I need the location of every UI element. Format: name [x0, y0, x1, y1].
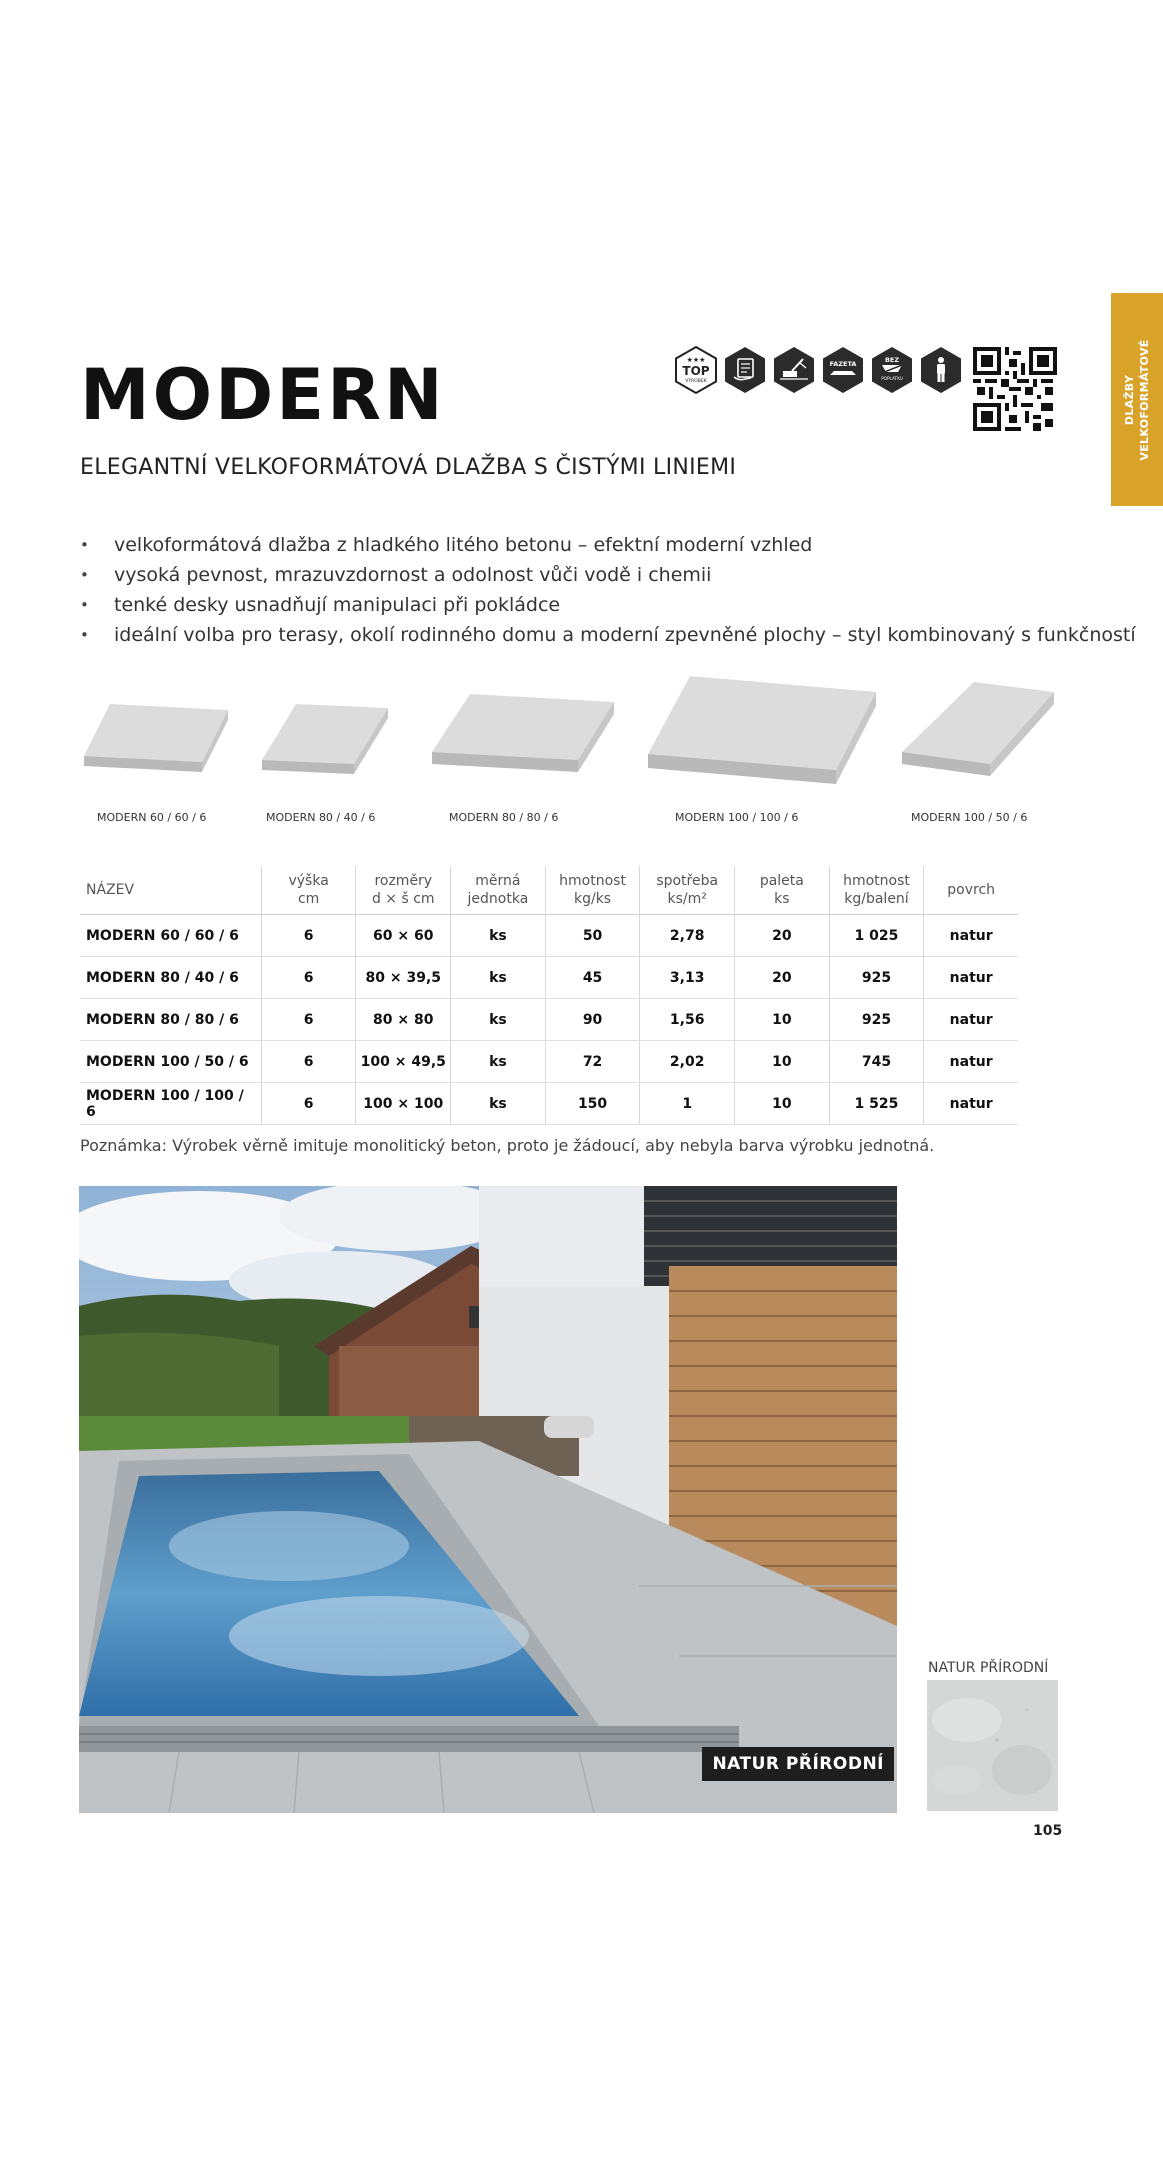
page-title: MODERN [80, 354, 446, 436]
tile-image-80-40 [258, 700, 393, 785]
bevel-icon [819, 345, 867, 395]
table-cell: 1,56 [640, 999, 735, 1041]
table-cell: MODERN 100 / 100 / 6 [80, 1083, 261, 1125]
table-cell: 100 × 100 [356, 1083, 451, 1125]
table-cell: 10 [735, 1083, 830, 1125]
svg-text:BEZ: BEZ [884, 356, 900, 364]
column-header: hmotnost kg/ks [545, 866, 640, 915]
product-spec-table [80, 866, 1018, 1125]
table-cell: 925 [829, 999, 924, 1041]
table-cell: 1 [640, 1083, 735, 1125]
table-cell: ks [451, 915, 546, 957]
category-side-tab [1111, 293, 1163, 506]
side-tab-line-2: VELKOFORMÁTOVÉ [1138, 338, 1151, 461]
column-header: hmotnost kg/balení [829, 866, 924, 915]
tile-label: MODERN 80 / 80 / 6 [449, 811, 559, 824]
list-item: • ideální volba pro terasy, okolí rodinného domu a moderní zpevněné plochy – styl kombinovaný s funkčností [80, 620, 1136, 650]
table-row [80, 999, 1018, 1041]
tile-image-100-100 [644, 672, 880, 800]
column-header: výška cm [261, 866, 356, 915]
table-cell: 10 [735, 999, 830, 1041]
top-product-icon [672, 345, 720, 395]
table-cell: natur [924, 915, 1018, 957]
table-cell: 2,78 [640, 915, 735, 957]
table-cell: 6 [261, 1041, 356, 1083]
tile-label: MODERN 100 / 50 / 6 [911, 811, 1028, 824]
table-cell: MODERN 60 / 60 / 6 [80, 915, 261, 957]
table-cell: MODERN 80 / 40 / 6 [80, 957, 261, 999]
table-cell: ks [451, 999, 546, 1041]
table-cell: 100 × 49,5 [356, 1041, 451, 1083]
tile-image-100-50 [898, 678, 1058, 788]
svg-text:★★★: ★★★ [686, 356, 706, 364]
svg-text:FAZETA: FAZETA [829, 360, 857, 368]
list-item: • tenké desky usnadňují manipulaci při pokládce [80, 590, 1136, 620]
tile-label: MODERN 80 / 40 / 6 [266, 811, 376, 824]
product-note: Poznámka: Výrobek věrně imituje monolitický beton, proto je žádoucí, aby nebyla barva výrobku jednotná. [80, 1136, 935, 1155]
color-swatch [927, 1680, 1058, 1811]
table-cell: 6 [261, 957, 356, 999]
column-header: spotřeba ks/m² [640, 866, 735, 915]
table-cell: 1 025 [829, 915, 924, 957]
column-header: paleta ks [735, 866, 830, 915]
table-cell: 745 [829, 1041, 924, 1083]
table-cell: MODERN 100 / 50 / 6 [80, 1041, 261, 1083]
column-header: rozměry d × š cm [356, 866, 451, 915]
table-cell: 10 [735, 1041, 830, 1083]
table-cell: natur [924, 1083, 1018, 1125]
table-cell: ks [451, 957, 546, 999]
table-cell: 150 [545, 1083, 640, 1125]
list-item: • velkoformátová dlažba z hladkého litého betonu – efektní moderní vzhled [80, 530, 1136, 560]
tile-label: MODERN 100 / 100 / 6 [675, 811, 799, 824]
person-icon [917, 345, 965, 395]
table-cell: 6 [261, 999, 356, 1041]
side-tab-line-1: DLAŽBY [1123, 374, 1136, 425]
table-cell: 6 [261, 915, 356, 957]
pool-terrace-photo [79, 1186, 897, 1813]
table-row [80, 1041, 1018, 1083]
table-cell: 60 × 60 [356, 915, 451, 957]
table-cell: MODERN 80 / 80 / 6 [80, 999, 261, 1041]
svg-text:TOP: TOP [682, 364, 710, 378]
compactor-icon [770, 345, 818, 395]
table-cell: 80 × 39,5 [356, 957, 451, 999]
table-cell: 80 × 80 [356, 999, 451, 1041]
table-cell: natur [924, 1041, 1018, 1083]
table-cell: 90 [545, 999, 640, 1041]
table-cell: 20 [735, 915, 830, 957]
swatch-label: NATUR PŘÍRODNÍ [928, 1660, 1049, 1676]
tile-label: MODERN 60 / 60 / 6 [97, 811, 207, 824]
table-cell: 20 [735, 957, 830, 999]
tile-image-60-60 [80, 700, 230, 785]
table-cell: 925 [829, 957, 924, 999]
table-cell: ks [451, 1041, 546, 1083]
feature-badges [672, 345, 965, 395]
table-header-row [80, 866, 1018, 915]
list-item: • vysoká pevnost, mrazuvzdornost a odolnost vůči vodě i chemii [80, 560, 1136, 590]
qr-code-icon [973, 347, 1057, 431]
table-cell: 1 525 [829, 1083, 924, 1125]
column-header: měrná jednotka [451, 866, 546, 915]
table-row [80, 1083, 1018, 1125]
column-header: povrch [924, 866, 1018, 915]
table-cell: 72 [545, 1041, 640, 1083]
tile-image-80-80 [428, 690, 618, 785]
category-side-tab-label [1122, 339, 1152, 460]
table-cell: ks [451, 1083, 546, 1125]
feature-list [80, 530, 1136, 650]
table-cell: 50 [545, 915, 640, 957]
page-subtitle: ELEGANTNÍ VELKOFORMÁTOVÁ DLAŽBA S ČISTÝMI LINIEMI [80, 455, 737, 480]
table-cell: 45 [545, 957, 640, 999]
table-cell: 3,13 [640, 957, 735, 999]
table-cell: natur [924, 957, 1018, 999]
table-row [80, 957, 1018, 999]
svg-text:VÝROBEK: VÝROBEK [685, 379, 707, 384]
table-cell: 2,02 [640, 1041, 735, 1083]
svg-text:POPLATKU: POPLATKU [881, 376, 903, 381]
document-icon [721, 345, 769, 395]
column-header: NÁZEV [80, 866, 261, 915]
table-cell: 6 [261, 1083, 356, 1125]
photo-caption: NATUR PŘÍRODNÍ [702, 1747, 894, 1781]
table-cell: natur [924, 999, 1018, 1041]
page-number: 105 [1033, 1823, 1063, 1839]
no-fee-icon [868, 345, 916, 395]
table-row [80, 915, 1018, 957]
